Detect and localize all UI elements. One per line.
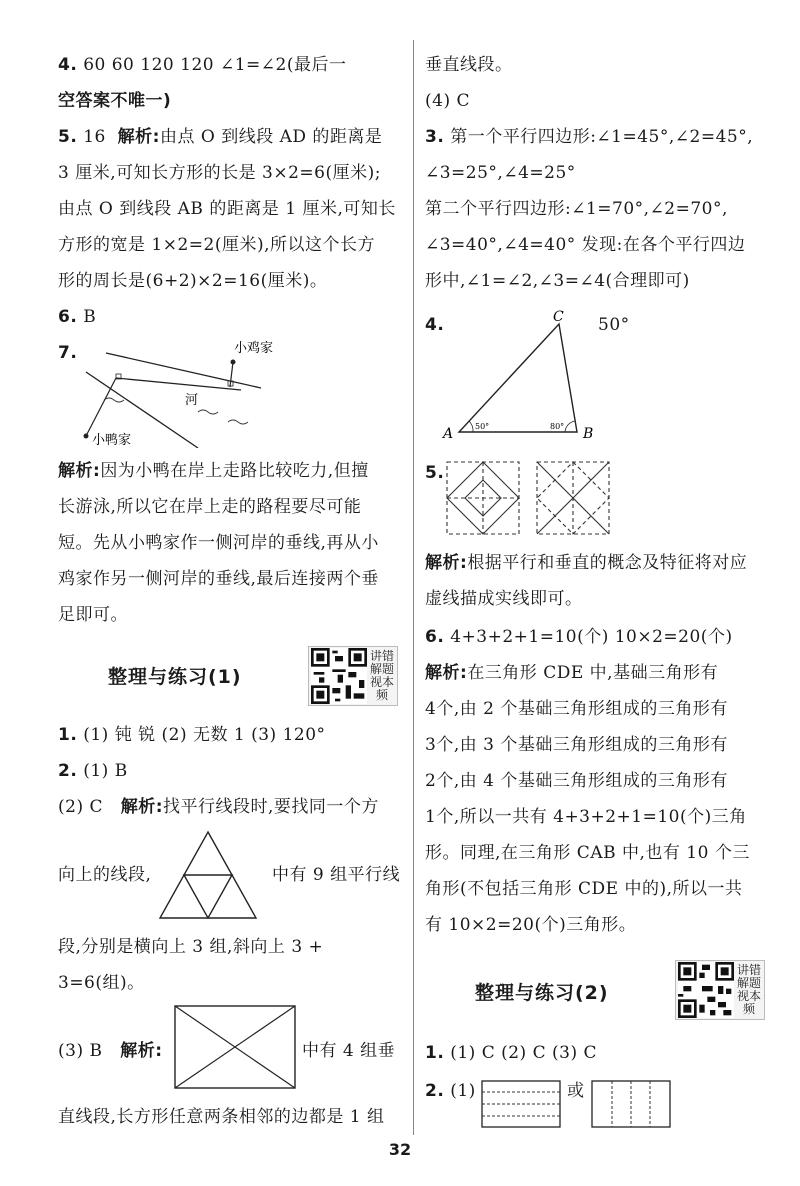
s2-q2: 2. (1)	[425, 1081, 476, 1101]
s1-q1: 1. (1) 钝 锐 (2) 无数 1 (3) 120°	[58, 725, 326, 745]
right-p4: (4) C	[425, 91, 470, 111]
right-cont1: 垂直线段。	[425, 55, 513, 75]
right-q6-analysis: 解析:在三角形 CDE 中,基础三角形有	[425, 663, 719, 683]
chick-home-label: 小鸡家	[234, 341, 274, 356]
left-q5-line3: 由点 O 到线段 AB 的距离是 1 厘米,可知长	[58, 199, 396, 219]
right-q3: 3. 第一个平行四边形:∠1=45°,∠2=45°,	[425, 127, 754, 147]
s1-q2-p3-b: 中有 4 组垂	[302, 1041, 396, 1061]
s1-q2-p3: (3) B 解析:	[58, 1041, 163, 1061]
right-q3-line5: 形中,∠1=∠2,∠3=∠4(合理即可)	[425, 271, 690, 291]
left-q5-line4: 方形的宽是 1×2=2(厘米),所以这个长方	[58, 235, 376, 255]
s1-q2-p2-line2a: 向上的线段,	[58, 865, 152, 885]
right-q3-line3: 第二个平行四边形:∠1=70°,∠2=70°,	[425, 199, 728, 219]
column-divider	[413, 40, 414, 1135]
right-q6-line2: 4个,由 2 个基础三角形组成的三角形有	[425, 699, 728, 719]
left-q7-line4: 鸡家作另一侧河岸的垂线,最后连接两个垂	[58, 569, 379, 589]
duck-home-label: 小鸭家	[92, 433, 132, 448]
s1-q2-p2-line4: 3=6(组)。	[58, 973, 145, 993]
right-q4-angle-c: 50°	[598, 315, 630, 335]
left-q7-line3: 短。先从小鸭家作一侧河岸的垂线,再从小	[58, 533, 379, 553]
s2-q1: 1. (1) C (2) C (3) C	[425, 1043, 597, 1063]
right-q6-line5: 1个,所以一共有 4+3+2+1=10(个)三角	[425, 807, 747, 827]
s1-q2-p2-line3: 段,分别是横向上 3 组,斜向上 3 +	[58, 937, 324, 957]
dashed-rect-vertical	[591, 1080, 671, 1128]
right-q6-line7: 角形(不包括三角形 CDE 中的),所以一共	[425, 879, 743, 899]
section-title-1: 整理与练习(1)	[108, 666, 242, 688]
squares-figure	[445, 460, 625, 536]
s1-q2-p2-line2b: 中有 9 组平行线	[272, 865, 401, 885]
left-q4-cont: 空答案不唯一)	[58, 91, 172, 111]
right-q6-line3: 3个,由 3 个基础三角形组成的三角形有	[425, 735, 728, 755]
right-q6-line6: 形。同理,在三角形 CAB 中,也有 10 个三	[425, 843, 750, 863]
angle-a-label: 50°	[475, 422, 490, 431]
left-q7-analysis: 解析:因为小鸭在岸上走路比较吃力,但擅	[58, 461, 369, 481]
river-label: 河	[185, 393, 199, 408]
vertex-c: C	[553, 309, 564, 325]
dashed-rect-horizontal	[481, 1080, 561, 1128]
s1-q2-p3-line2: 直线段,长方形任意两条相邻的边都是 1 组	[58, 1107, 385, 1127]
qr-code-icon	[311, 648, 367, 704]
right-q5-analysis: 解析:根据平行和垂直的概念及特征将对应	[425, 553, 748, 573]
qr-code-icon	[678, 962, 734, 1018]
right-q3-line4: ∠3=40°,∠4=40° 发现:在各个平行四边	[425, 235, 746, 255]
left-q7-line5: 足即可。	[58, 605, 128, 625]
rectangle-figure	[173, 1004, 297, 1090]
s2-q2-or: 或	[567, 1081, 585, 1101]
right-q6-line8: 有 10×2=20(个)三角形。	[425, 915, 637, 935]
left-q5-line5: 形的周长是(6+2)×2=16(厘米)。	[58, 271, 328, 291]
left-q5-line2: 3 厘米,可知长方形的长是 3×2=6(厘米);	[58, 163, 381, 183]
vertex-a: A	[443, 426, 454, 442]
left-q4: 4. 60 60 120 120 ∠1=∠2(最后一	[58, 55, 347, 75]
right-q6: 6. 4+3+2+1=10(个) 10×2=20(个)	[425, 627, 733, 647]
angle-b-label: 80°	[550, 422, 565, 431]
qr-badge-1[interactable]: 讲错 解题 视本 频	[308, 646, 398, 706]
s1-q2: 2. (1) B	[58, 761, 128, 781]
right-q6-line4: 2个,由 4 个基础三角形组成的三角形有	[425, 771, 728, 791]
right-q4-num: 4.	[425, 315, 445, 335]
left-q7-line2: 长游泳,所以它在岸上走的路程要尽可能	[58, 497, 362, 517]
s1-q2-p2: (2) C 解析:找平行线段时,要找同一个方	[58, 797, 379, 817]
river-diagram	[78, 330, 318, 448]
section-title-2: 整理与练习(2)	[475, 982, 609, 1004]
left-q7-num: 7.	[58, 343, 78, 363]
left-q6: 6. B	[58, 307, 97, 327]
triangle-figure	[158, 830, 258, 920]
right-q5-line2: 虚线描成实线即可。	[425, 589, 583, 609]
vertex-b: B	[583, 426, 594, 442]
right-q3-line2: ∠3=25°,∠4=25°	[425, 163, 576, 183]
qr-badge-2[interactable]: 讲错 解题 视本 频	[675, 960, 765, 1020]
page-number: 32	[388, 1140, 412, 1159]
left-q5: 5. 16 解析:由点 O 到线段 AD 的距离是	[58, 127, 383, 147]
right-q5-num: 5.	[425, 463, 445, 483]
